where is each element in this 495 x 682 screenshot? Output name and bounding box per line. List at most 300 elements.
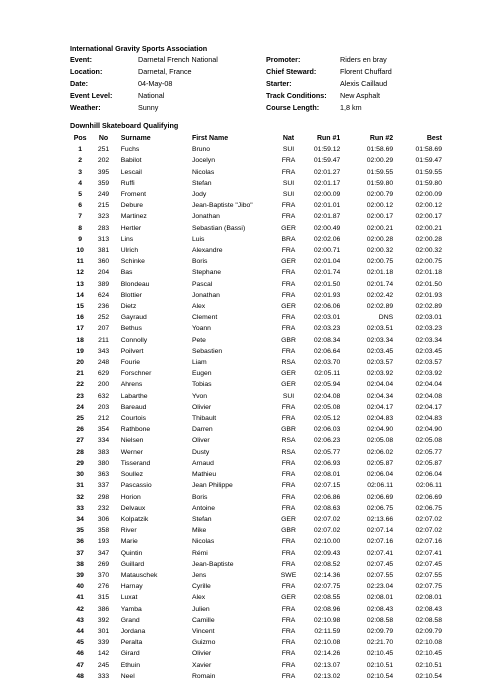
cell-run1: 02:06.23: [313, 437, 341, 445]
cell-surname: Ruffi: [120, 179, 135, 187]
cell-run2: 02:05.87: [366, 459, 394, 467]
cell-nat: FRA: [281, 157, 296, 165]
cell-pos: 23: [76, 392, 84, 400]
event-info-left-label: Weather:: [70, 103, 101, 112]
cell-pos: 35: [76, 527, 84, 535]
cell-pos: 7: [78, 213, 83, 221]
cell-best: 02:10.45: [415, 650, 442, 658]
cell-no: 193: [97, 538, 110, 546]
cell-no: 359: [97, 179, 110, 187]
column-header-pos: Pos: [73, 135, 87, 142]
cell-run1: 02:14.36: [313, 571, 341, 579]
cell-best: 01:59.47: [415, 157, 442, 165]
cell-surname: Peralta: [120, 639, 143, 647]
cell-run2: 02:10.45: [366, 650, 394, 658]
table-row: [70, 581, 442, 592]
table-row: [70, 469, 442, 480]
event-info-row: [70, 102, 442, 114]
cell-run2: 02:09.79: [366, 627, 394, 635]
cell-surname: Delvaux: [120, 504, 146, 512]
cell-pos: 14: [76, 291, 84, 299]
column-header-run1: Run #1: [316, 135, 341, 142]
cell-run1: 02:06.93: [313, 459, 341, 467]
cell-first-name: Clement: [191, 314, 218, 322]
table-row: [70, 379, 442, 390]
cell-pos: 25: [76, 415, 84, 423]
cell-no: 389: [97, 280, 110, 288]
cell-pos: 19: [76, 347, 84, 355]
cell-nat: SUI: [282, 191, 295, 199]
cell-best: 02:04.04: [415, 381, 442, 389]
cell-best: 02:04.08: [415, 392, 442, 400]
column-header-surname: Surname: [120, 135, 151, 142]
cell-surname: Girard: [120, 650, 140, 658]
table-row: [70, 447, 442, 458]
cell-no: 276: [97, 583, 110, 591]
cell-first-name: Sebastien: [191, 347, 223, 355]
cell-surname: River: [120, 527, 137, 535]
cell-run2: 02:23.04: [366, 583, 394, 591]
cell-surname: Babilot: [120, 157, 142, 165]
cell-surname: Werner: [120, 448, 143, 456]
event-info-right-value: 1,8 km: [340, 103, 362, 112]
event-info: [70, 54, 442, 115]
cell-pos: 5: [78, 191, 83, 199]
table-row: [70, 335, 442, 346]
cell-best: 02:05.77: [415, 448, 442, 456]
cell-pos: 27: [76, 437, 84, 445]
cell-first-name: Antoine: [191, 504, 215, 512]
event-info-left-value: Darnetal, France: [138, 67, 192, 76]
event-info-right-value: Riders en bray: [340, 55, 387, 64]
cell-best: 02:02.89: [415, 303, 442, 311]
cell-surname: Grand: [120, 616, 140, 624]
cell-run2: 02:04.90: [366, 426, 394, 434]
cell-nat: GER: [281, 303, 296, 311]
cell-run1: 02:03.01: [313, 314, 341, 322]
cell-run2: 02:03.92: [366, 370, 394, 378]
cell-no: 358: [97, 527, 110, 535]
cell-nat: RSA: [281, 448, 296, 456]
cell-first-name: Nicolas: [191, 168, 215, 176]
cell-first-name: Yoann: [191, 325, 211, 333]
cell-pos: 20: [76, 359, 84, 367]
cell-run2: 02:00.79: [366, 191, 394, 199]
table-row: [70, 435, 442, 446]
cell-no: 347: [97, 549, 110, 557]
cell-nat: FRA: [281, 661, 296, 669]
cell-nat: FRA: [281, 538, 296, 546]
table-row: [70, 637, 442, 648]
cell-run1: 02:05.12: [313, 415, 341, 423]
cell-no: 298: [97, 493, 110, 501]
cell-first-name: Luis: [191, 235, 205, 243]
cell-best: 02:00.21: [415, 224, 442, 232]
cell-run1: 02:01.04: [313, 258, 341, 266]
cell-first-name: Olivier: [191, 650, 212, 658]
table-row: [70, 279, 442, 290]
cell-run2: 02:08.58: [366, 616, 394, 624]
column-header-best: Best: [426, 135, 442, 142]
cell-run2: 02:06.75: [366, 504, 394, 512]
cell-first-name: Romain: [191, 672, 216, 680]
cell-surname: Blondeau: [120, 280, 150, 288]
table-row: [70, 290, 442, 301]
cell-first-name: Tobias: [191, 381, 212, 389]
cell-run1: 02:05.94: [313, 381, 341, 389]
cell-first-name: Mike: [191, 527, 207, 535]
cell-surname: Gayraud: [120, 314, 147, 322]
table-row: [70, 223, 442, 234]
cell-run1: 02:13.02: [313, 672, 341, 680]
cell-nat: GBR: [281, 336, 296, 344]
event-info-left-label: Location:: [70, 67, 103, 76]
cell-best: 02:01.50: [415, 280, 442, 288]
cell-best: 02:00.28: [415, 235, 442, 243]
column-header-first-name: First Name: [191, 135, 229, 142]
cell-no: 343: [97, 347, 110, 355]
column-header-nat: Nat: [282, 135, 295, 142]
cell-best: 02:08.58: [415, 616, 442, 624]
cell-best: 02:07.41: [415, 549, 442, 557]
cell-first-name: Vincent: [191, 627, 215, 635]
cell-run2: 02:03.34: [366, 336, 394, 344]
cell-pos: 10: [76, 247, 84, 255]
cell-best: 01:59.80: [415, 179, 442, 187]
cell-nat: FRA: [281, 213, 296, 221]
cell-nat: FRA: [281, 583, 296, 591]
cell-surname: Martinez: [120, 213, 147, 221]
cell-first-name: Nicolas: [191, 538, 215, 546]
cell-nat: GBR: [281, 426, 296, 434]
table-row: [70, 648, 442, 659]
cell-run2: 02:00.32: [366, 247, 394, 255]
cell-best: 01:58.69: [415, 146, 442, 154]
cell-first-name: Boris: [191, 493, 208, 501]
cell-no: 392: [97, 616, 110, 624]
cell-best: 02:01.93: [415, 291, 442, 299]
cell-surname: Ethuin: [120, 661, 141, 669]
cell-nat: FRA: [281, 471, 296, 479]
cell-pos: 39: [76, 571, 84, 579]
cell-no: 202: [97, 157, 110, 165]
cell-best: 02:04.17: [415, 403, 442, 411]
cell-run1: 02:00.71: [313, 247, 341, 255]
cell-nat: GER: [281, 258, 296, 266]
cell-run1: 02:10.08: [313, 639, 341, 647]
cell-surname: Blottier: [120, 291, 142, 299]
cell-no: 232: [97, 504, 110, 512]
cell-nat: FRA: [281, 247, 296, 255]
cell-run1: 02:01.87: [313, 213, 341, 221]
cell-run2: 02:06.02: [366, 448, 394, 456]
event-info-right-value: New Asphalt: [340, 91, 380, 100]
cell-best: 02:05.87: [415, 459, 442, 467]
event-info-right-value: Florent Chuffard: [340, 67, 392, 76]
cell-nat: FRA: [281, 493, 296, 501]
cell-first-name: Eugen: [191, 370, 212, 378]
section-title: Downhill Skateboard Qualifying: [70, 121, 179, 130]
cell-best: 02:07.75: [415, 583, 442, 591]
cell-surname: Bareaud: [120, 403, 147, 411]
table-row: [70, 503, 442, 514]
cell-best: 02:03.01: [415, 314, 442, 322]
cell-best: 02:06.04: [415, 471, 442, 479]
cell-run2: 02:07.14: [366, 527, 394, 535]
cell-run2: 02:03.57: [366, 359, 394, 367]
cell-surname: Courtois: [120, 415, 147, 423]
cell-pos: 3: [78, 168, 83, 176]
cell-no: 248: [97, 359, 110, 367]
cell-surname: Luxat: [120, 594, 138, 602]
table-row: [70, 368, 442, 379]
cell-best: 02:00.12: [415, 202, 442, 210]
cell-first-name: Mathieu: [191, 471, 217, 479]
cell-run1: 02:08.96: [313, 605, 341, 613]
cell-nat: GER: [281, 381, 296, 389]
cell-run1: 02:05.11: [314, 370, 341, 378]
cell-run1: 02:03.23: [313, 325, 341, 333]
cell-surname: Ahrens: [120, 381, 143, 389]
table-row: [70, 312, 442, 323]
cell-surname: Lins: [120, 235, 134, 243]
cell-best: 02:07.45: [415, 560, 442, 568]
cell-nat: BRA: [281, 235, 296, 243]
cell-best: 01:59.55: [415, 168, 442, 176]
table-row: [70, 559, 442, 570]
cell-nat: FRA: [281, 347, 296, 355]
cell-no: 360: [97, 258, 110, 266]
event-info-row: [70, 66, 442, 78]
cell-surname: Lescail: [120, 168, 142, 176]
cell-first-name: Cyrille: [191, 583, 211, 591]
cell-surname: Poilvert: [120, 347, 144, 355]
cell-surname: Froment: [120, 191, 147, 199]
cell-first-name: Boris: [191, 258, 208, 266]
cell-pos: 42: [76, 605, 84, 613]
cell-run2: 02:07.16: [366, 538, 394, 546]
cell-surname: Pascassio: [120, 482, 152, 490]
cell-no: 381: [97, 247, 110, 255]
cell-nat: FRA: [281, 202, 296, 210]
cell-pos: 43: [76, 616, 84, 624]
cell-run2: 02:05.08: [366, 437, 394, 445]
cell-pos: 12: [76, 269, 84, 277]
cell-pos: 1: [78, 146, 83, 154]
event-info-left-label: Date:: [70, 79, 88, 88]
cell-first-name: Stefan: [191, 515, 212, 523]
cell-best: 02:10.08: [415, 639, 442, 647]
cell-surname: Kolpatzik: [120, 515, 149, 523]
cell-best: 02:03.34: [415, 336, 442, 344]
cell-surname: Labarthe: [120, 392, 148, 400]
cell-surname: Hertler: [120, 224, 142, 232]
cell-pos: 44: [76, 627, 84, 635]
cell-nat: RSA: [281, 437, 296, 445]
cell-run2: 02:10.54: [366, 672, 394, 680]
cell-first-name: Jean-Baptiste: [191, 560, 234, 568]
cell-run2: 02:00.17: [366, 213, 394, 221]
cell-run2: 02:21.70: [366, 639, 394, 647]
table-row: [70, 256, 442, 267]
cell-run2: 02:01.18: [366, 269, 394, 277]
cell-nat: FRA: [281, 325, 296, 333]
cell-run1: 02:07.02: [313, 515, 341, 523]
table-row: [70, 424, 442, 435]
cell-first-name: Stephane: [191, 269, 222, 277]
cell-run1: 02:05.77: [313, 448, 341, 456]
cell-no: 333: [97, 672, 110, 680]
cell-surname: Fourie: [120, 359, 140, 367]
cell-pos: 45: [76, 639, 84, 647]
cell-pos: 36: [76, 538, 84, 546]
table-row: [70, 245, 442, 256]
cell-first-name: Guizmo: [191, 639, 216, 647]
cell-pos: 21: [76, 370, 84, 378]
cell-run1: 02:01.50: [313, 280, 341, 288]
cell-run1: 02:06.06: [313, 303, 341, 311]
cell-no: 215: [97, 202, 110, 210]
cell-run1: 02:07.15: [313, 482, 341, 490]
cell-best: 02:08.43: [415, 605, 442, 613]
cell-pos: 29: [76, 459, 84, 467]
table-row: [70, 660, 442, 671]
table-row: [70, 514, 442, 525]
event-info-right-label: Track Conditions:: [266, 91, 327, 100]
cell-pos: 15: [76, 303, 84, 311]
table-row: [70, 155, 442, 166]
results-table: [70, 133, 442, 682]
cell-run2: 02:00.21: [366, 224, 394, 232]
event-info-left-value: Sunny: [138, 103, 159, 112]
cell-nat: FRA: [281, 639, 296, 647]
cell-surname: Forschner: [120, 370, 152, 378]
cell-run1: 02:00.09: [313, 191, 341, 199]
table-row: [70, 548, 442, 559]
cell-run2: 02:00.75: [366, 258, 394, 266]
event-info-right-value: Alexis Caillaud: [340, 79, 388, 88]
cell-nat: GBR: [281, 527, 296, 535]
cell-surname: Debure: [120, 202, 144, 210]
cell-run1: 02:01.17: [313, 179, 341, 187]
cell-first-name: Jocelyn: [191, 157, 215, 165]
event-info-right-label: Chief Steward:: [266, 67, 317, 76]
event-info-right-label: Promoter:: [266, 55, 301, 64]
cell-best: 02:06.69: [415, 493, 442, 501]
cell-surname: Horion: [120, 493, 141, 501]
cell-best: 02:07.55: [415, 571, 442, 579]
cell-run1: 02:01.01: [313, 202, 341, 210]
cell-pos: 24: [76, 403, 84, 411]
cell-first-name: Sebastian (Bassi): [191, 224, 246, 232]
cell-run1: 02:01.74: [313, 269, 341, 277]
cell-pos: 9: [78, 235, 83, 243]
cell-run1: 02:06.64: [313, 347, 341, 355]
cell-best: 02:00.32: [415, 247, 442, 255]
cell-first-name: Alex: [191, 303, 206, 311]
cell-run2: 02:13.66: [366, 515, 394, 523]
cell-no: 337: [97, 482, 110, 490]
cell-nat: FRA: [281, 269, 296, 277]
cell-nat: FRA: [281, 403, 296, 411]
cell-surname: Guillard: [120, 560, 145, 568]
cell-pos: 18: [76, 336, 84, 344]
cell-pos: 40: [76, 583, 84, 591]
cell-no: 283: [97, 224, 110, 232]
cell-best: 02:00.75: [415, 258, 442, 266]
cell-no: 142: [97, 650, 110, 658]
cell-nat: FRA: [281, 504, 296, 512]
table-row: [70, 357, 442, 368]
cell-nat: FRA: [281, 616, 296, 624]
cell-nat: RSA: [281, 359, 296, 367]
cell-no: 629: [97, 370, 110, 378]
table-header-row: [70, 133, 442, 144]
cell-surname: Yamba: [120, 605, 142, 613]
column-header-run2: Run #2: [369, 135, 394, 142]
event-info-left-value: 04-May-08: [138, 79, 173, 88]
cell-nat: FRA: [281, 549, 296, 557]
cell-first-name: Dusty: [191, 448, 210, 456]
cell-no: 334: [97, 437, 110, 445]
event-info-row: [70, 54, 442, 66]
event-info-left-value: National: [138, 91, 165, 100]
cell-no: 313: [97, 235, 110, 243]
cell-run2: 02:00.12: [366, 202, 394, 210]
cell-run2: 02:06.04: [366, 471, 394, 479]
cell-first-name: Pascal: [191, 280, 213, 288]
cell-first-name: Pete: [191, 336, 206, 344]
cell-nat: SWE: [280, 571, 297, 579]
cell-no: 212: [97, 415, 110, 423]
cell-run1: 02:07.75: [313, 583, 341, 591]
table-row: [70, 492, 442, 503]
cell-best: 02:03.57: [415, 359, 442, 367]
cell-pos: 16: [76, 314, 84, 322]
cell-best: 02:04.90: [415, 426, 442, 434]
cell-first-name: Oliver: [191, 437, 210, 445]
cell-run2: 02:06.69: [366, 493, 394, 501]
cell-run2: 02:02.89: [366, 303, 394, 311]
cell-first-name: Jonathan: [191, 213, 220, 221]
cell-first-name: Jody: [191, 191, 207, 199]
cell-run1: 01:59.12: [313, 146, 341, 154]
event-info-right-label: Course Length:: [266, 103, 320, 112]
event-info-right-label: Starter:: [266, 79, 292, 88]
cell-no: 203: [97, 403, 110, 411]
cell-surname: Harnay: [120, 583, 143, 591]
cell-run2: 02:00.28: [366, 235, 394, 243]
cell-best: 02:09.79: [415, 627, 442, 635]
cell-run1: 02:13.07: [313, 661, 341, 669]
table-row: [70, 615, 442, 626]
table-row: [70, 570, 442, 581]
cell-surname: Matauschek: [120, 571, 158, 579]
table-row: [70, 346, 442, 357]
cell-nat: FRA: [281, 560, 296, 568]
cell-best: 02:01.18: [415, 269, 442, 277]
event-info-row: [70, 78, 442, 90]
event-info-row: [70, 90, 442, 102]
cell-best: 02:08.01: [415, 594, 442, 602]
cell-run2: 02:08.43: [366, 605, 394, 613]
cell-no: 245: [97, 661, 110, 669]
cell-run1: 02:11.59: [314, 627, 341, 635]
cell-pos: 8: [78, 224, 83, 232]
cell-surname: Marie: [120, 538, 138, 546]
cell-best: 02:04.83: [415, 415, 442, 423]
cell-no: 249: [97, 191, 110, 199]
